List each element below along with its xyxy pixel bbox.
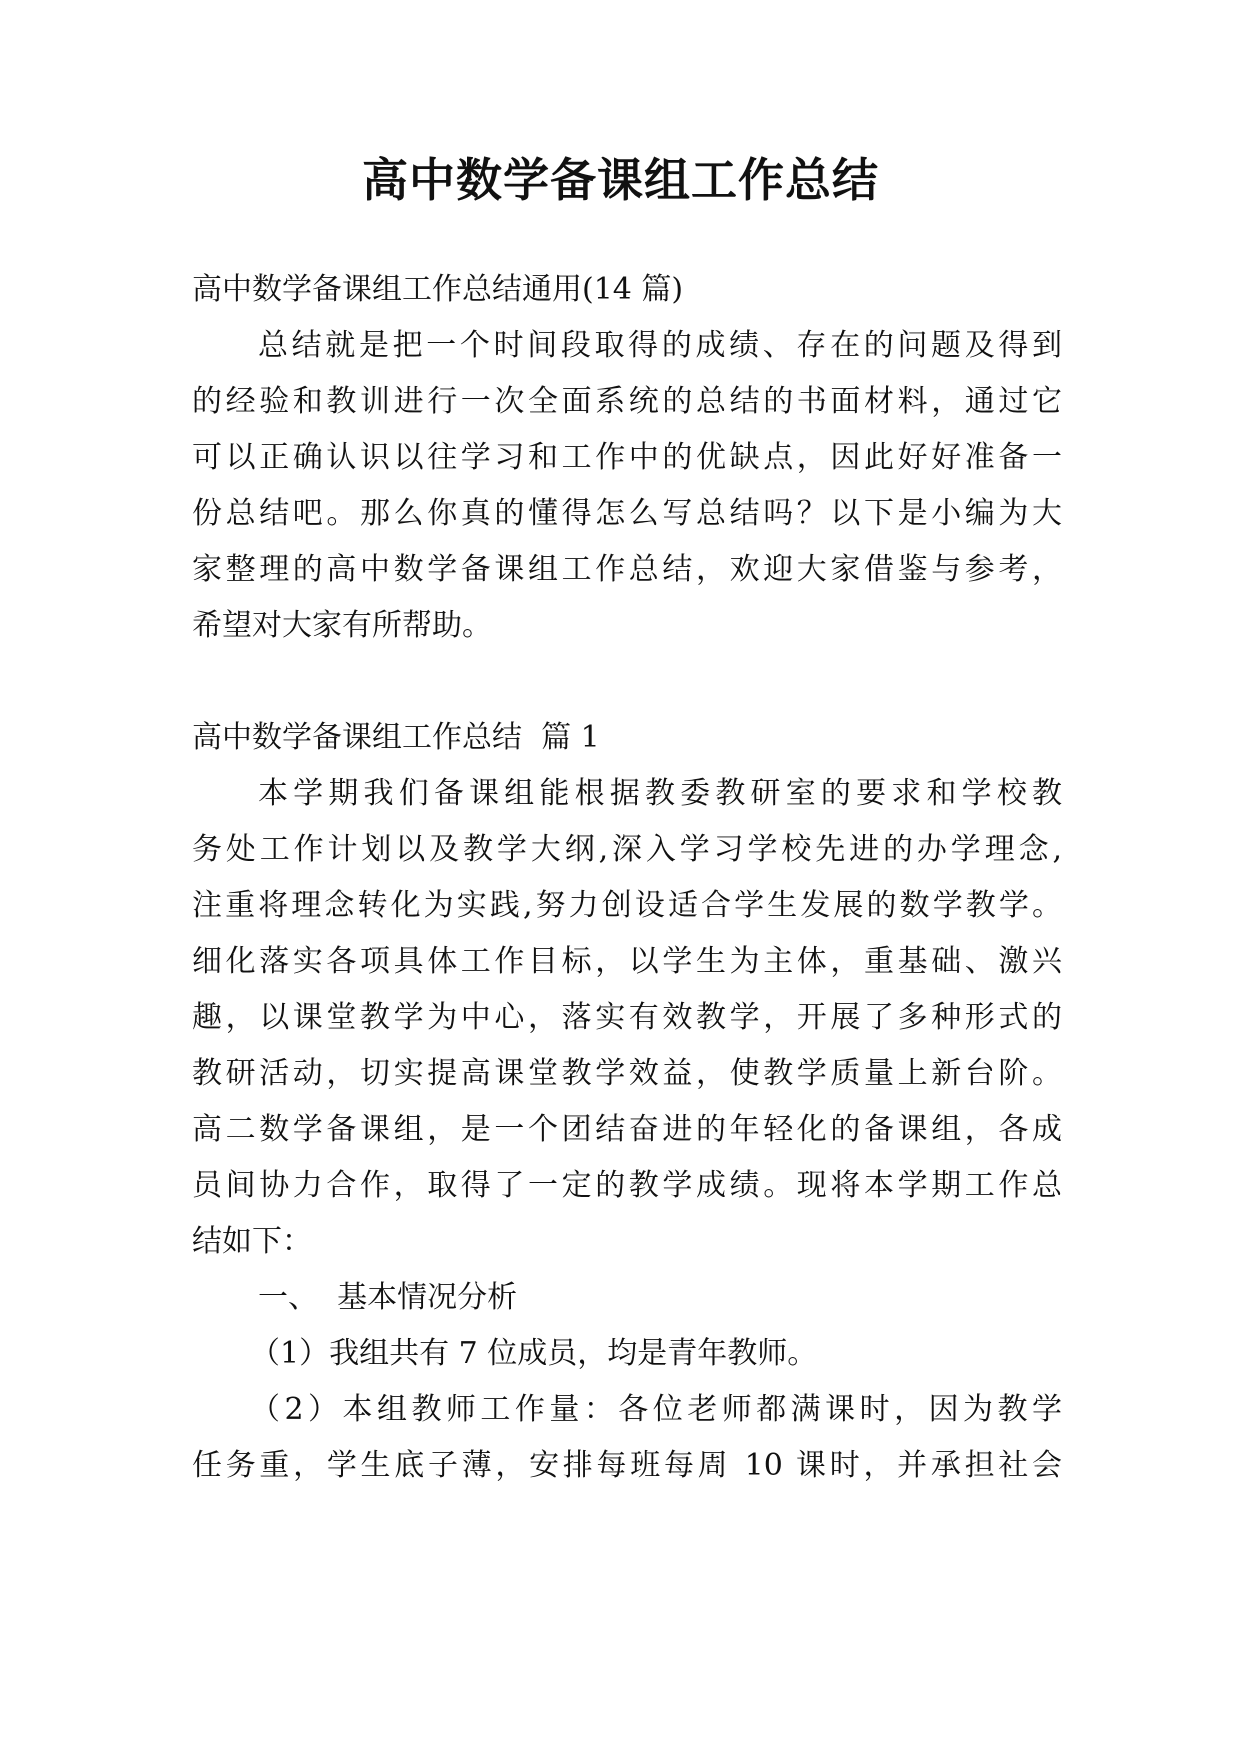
section-line: 本学期我们备课组能根据教委教研室的要求和学校教 [258, 776, 1062, 811]
intro-line: 的经验和教训进行一次全面系统的总结的书面材料，通过它 [192, 384, 1062, 419]
section-line: 高二数学备课组，是一个团结奋进的年轻化的备课组，各成 [192, 1112, 1062, 1147]
list-item: （2）本组教师工作量：各位老师都满课时，因为教学 [250, 1392, 1062, 1427]
intro-line: 总结就是把一个时间段取得的成绩、存在的问题及得到 [258, 328, 1062, 363]
intro-line: 希望对大家有所帮助。 [192, 608, 492, 643]
section-line: 趣，以课堂教学为中心，落实有效教学，开展了多种形式的 [192, 1000, 1062, 1035]
section-line: 注重将理念转化为实践,努力创设适合学生发展的数学教学。 [192, 888, 1062, 923]
section-line: 教研活动，切实提高课堂教学效益，使教学质量上新台阶。 [192, 1056, 1062, 1091]
list-item-continuation: 任务重，学生底子薄，安排每班每周 10 课时，并承担社会 [192, 1448, 1062, 1483]
paragraph-gap [192, 654, 1062, 710]
section-line: 结如下： [192, 1224, 312, 1259]
section-heading: 高中数学备课组工作总结 篇 1 [192, 720, 600, 755]
section-line: 员间协力合作，取得了一定的教学成绩。现将本学期工作总 [192, 1168, 1062, 1203]
intro-line: 可以正确认识以往学习和工作中的优缺点，因此好好准备一 [192, 440, 1062, 475]
list-item: （1）我组共有 7 位成员，均是青年教师。 [250, 1336, 818, 1371]
document-title: 高中数学备课组工作总结 [362, 153, 879, 207]
section-line: 细化落实各项具体工作目标，以学生为主体，重基础、激兴 [192, 944, 1062, 979]
intro-line: 家整理的高中数学备课组工作总结，欢迎大家借鉴与参考， [192, 552, 1062, 587]
intro-line: 份总结吧。那么你真的懂得怎么写总结吗？以下是小编为大 [192, 496, 1062, 531]
document-subtitle: 高中数学备课组工作总结通用(14 篇) [192, 272, 684, 307]
section-line: 务处工作计划以及教学大纲,深入学习学校先进的办学理念, [192, 832, 1062, 867]
subheading-basic-analysis: 一、 基本情况分析 [258, 1280, 518, 1315]
document-body [192, 262, 1062, 1494]
